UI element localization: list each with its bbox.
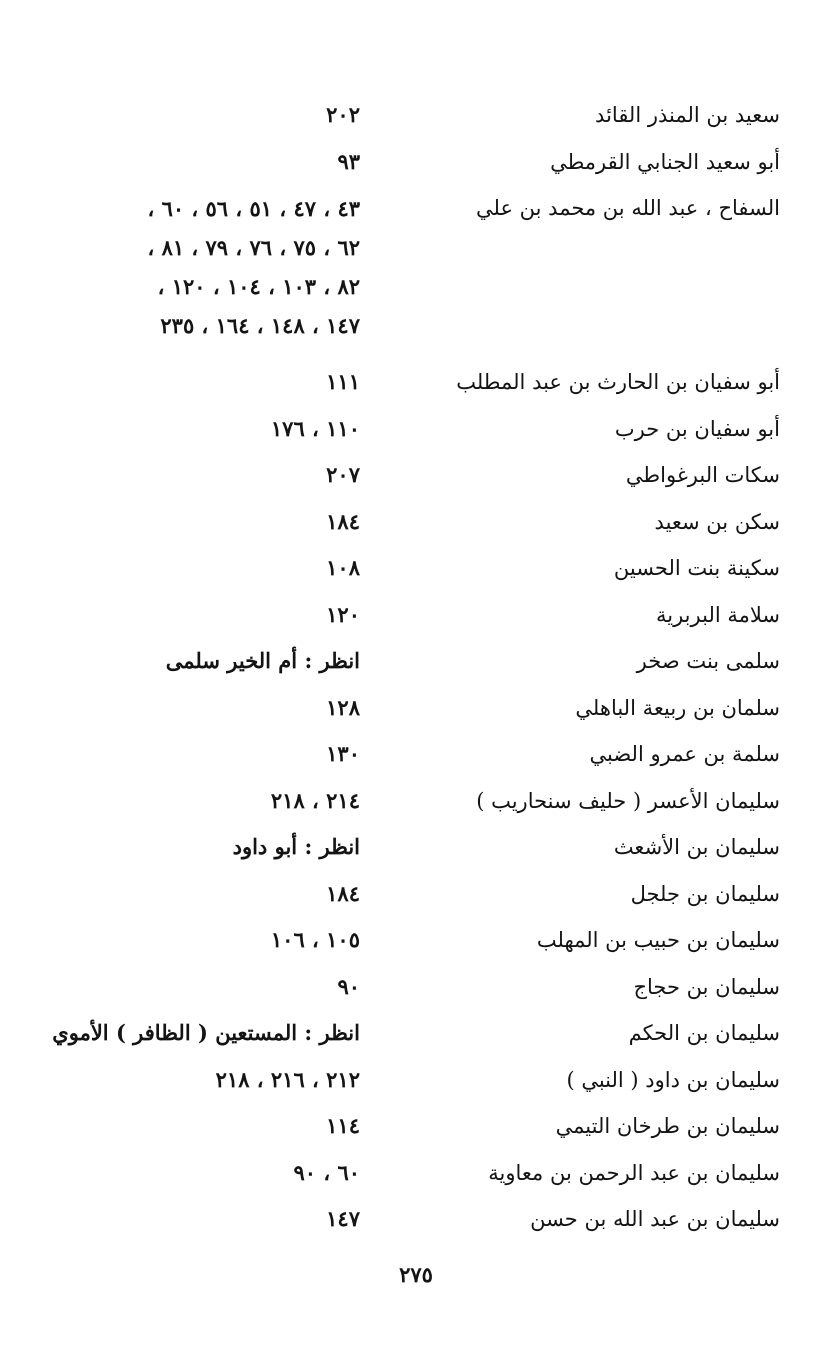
entry-name: سليمان بن عبد الله بن حسن: [530, 1207, 780, 1231]
index-entry: [60, 642, 780, 689]
entry-cross-reference: انظر : المستعين ( الظافر ) الأموي: [52, 1020, 360, 1045]
entry-page-refs: ١١١: [326, 369, 360, 394]
entry-name: سلمان بن ربيعة الباهلي: [575, 695, 780, 720]
entry-page-refs: ١٨٤: [326, 508, 360, 534]
index-entry: [60, 549, 780, 596]
page-refs-line: ٨٢ ، ١٠٣ ، ١٠٤ ، ١٢٠ ،: [157, 274, 360, 299]
page-refs-line: ١٤٧ ، ١٤٨ ، ١٦٤ ، ٢٣٥: [160, 313, 360, 338]
entry-page-refs: ٢١٢ ، ٢١٦ ، ٢١٨: [215, 1066, 360, 1092]
entry-page-refs: ١٠٥ ، ١٠٦: [270, 927, 360, 952]
index-entry: [60, 735, 780, 782]
index-list: [52, 96, 780, 1247]
index-entry: [60, 1154, 780, 1201]
entry-name: سلمى بنت صخر: [636, 649, 780, 673]
index-entry: [60, 828, 780, 875]
page-number: ٢٧٥: [399, 1262, 433, 1287]
index-entry: [60, 456, 780, 503]
index-entry: [60, 921, 780, 968]
index-entry: [60, 96, 780, 143]
entry-name: سليمان بن طرخان التيمي: [555, 1114, 780, 1138]
index-entry: [60, 410, 780, 457]
page-refs-line: ٦٢ ، ٧٥ ، ٧٦ ، ٧٩ ، ٨١ ،: [147, 235, 360, 260]
entry-name: سكينة بنت الحسين: [613, 556, 780, 580]
index-entry: [60, 968, 780, 1015]
entry-name: سلامة البربرية: [655, 602, 780, 627]
index-entry: [60, 875, 780, 922]
index-entry: [60, 782, 780, 829]
entry-page-refs: ١٣٠: [326, 741, 360, 766]
index-entry: [60, 503, 780, 550]
entry-page-refs: [60, 189, 360, 345]
entry-page-refs: ١٤٧: [326, 1206, 360, 1231]
entry-name: أبو سفيان بن الحارث بن عبد المطلب: [456, 370, 780, 394]
entry-name: سليمان بن عبد الرحمن بن معاوية: [488, 1160, 780, 1185]
index-entry: [60, 1200, 780, 1247]
entry-name: أبو سفيان بن حرب: [614, 416, 780, 441]
entry-page-refs: ١٠٨: [326, 555, 360, 580]
entry-name: سليمان بن حجاج: [633, 974, 780, 999]
entry-page-refs: ١٨٤: [326, 880, 360, 906]
index-entry: [60, 363, 780, 410]
page-refs-line: ٤٣ ، ٤٧ ، ٥١ ، ٥٦ ، ٦٠ ،: [147, 196, 360, 221]
entry-name: سليمان الأعسر ( حليف سنحاريب ): [476, 788, 780, 813]
entry-name: سليمان بن داود ( النبي ): [566, 1067, 780, 1092]
index-entry: [60, 143, 780, 190]
entry-page-refs: ٩٣: [337, 148, 360, 174]
index-entry: [60, 689, 780, 736]
entry-name: السفاح ، عبد الله بن محمد بن علي: [476, 196, 780, 220]
entry-name: أبو سعيد الجنابي القرمطي: [550, 149, 780, 174]
entry-name: سلمة بن عمرو الضبي: [589, 742, 780, 766]
index-entry: [60, 1107, 780, 1154]
entry-page-refs: ١٢٠: [326, 601, 360, 627]
entry-name: سليمان بن الأشعث: [613, 835, 780, 859]
entry-page-refs: ٦٠ ، ٩٠: [293, 1159, 360, 1185]
entry-name: سليمان بن الحكم: [628, 1021, 780, 1045]
index-entry: [52, 1014, 780, 1061]
entry-page-refs: ٢٠٢: [326, 102, 360, 127]
entry-page-refs: ١٢٨: [326, 694, 360, 720]
entry-name: سليمان بن جلجل: [630, 881, 780, 906]
entry-cross-reference: انظر : أبو داود: [232, 834, 360, 859]
entry-page-refs: ٢٠٧: [326, 462, 360, 487]
index-entry: [60, 189, 780, 363]
entry-page-refs: ٢١٤ ، ٢١٨: [270, 787, 360, 813]
index-entry: [60, 1061, 780, 1108]
entry-page-refs: ١١٠ ، ١٧٦: [270, 415, 360, 441]
entry-page-refs: ٩٠: [337, 973, 360, 999]
entry-name: سكات البرغواطي: [625, 463, 780, 487]
entry-cross-reference: انظر : أم الخير سلمى: [165, 648, 360, 673]
index-entry: [60, 596, 780, 643]
entry-name: سكن بن سعيد: [654, 509, 780, 534]
entry-page-refs: ١١٤: [326, 1113, 360, 1138]
entry-name: سليمان بن حبيب بن المهلب: [536, 928, 780, 952]
entry-name: سعيد بن المنذر القائد: [595, 103, 780, 127]
